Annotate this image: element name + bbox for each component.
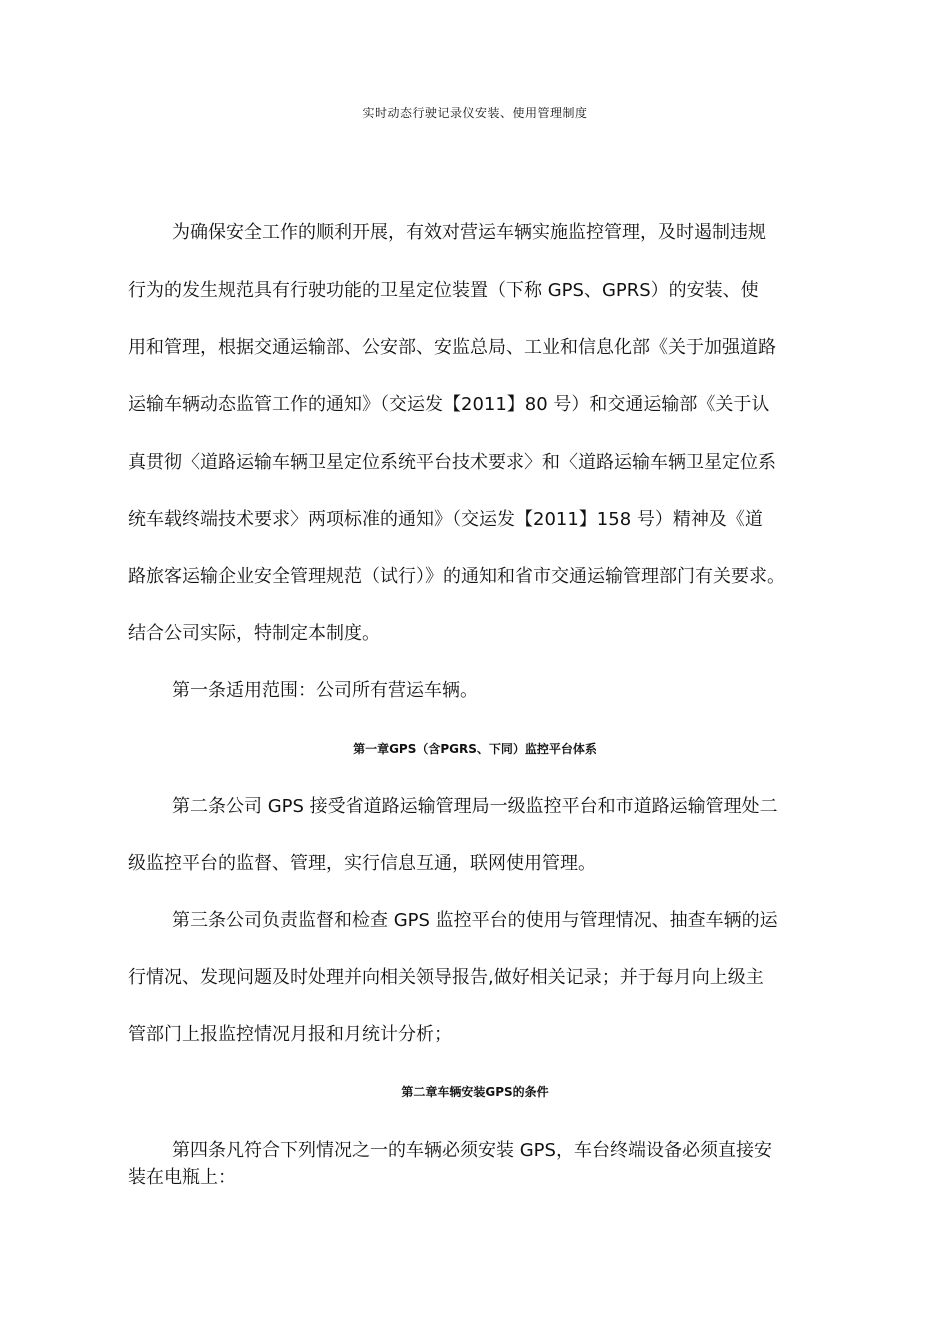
article-4-line-2: 装在电瓶上： [128, 1167, 236, 1188]
article-3-line-1: 第三条公司负责监督和检查 GPS 监控平台的使用与管理情况、抽查车辆的运 [172, 910, 778, 931]
intro-line-1: 为确保安全工作的顺利开展，有效对营运车辆实施监控管理，及时遏制违规 [172, 222, 766, 243]
article-1: 第一条适用范围：公司所有营运车辆。 [172, 680, 478, 701]
intro-line-3: 用和管理，根据交通运输部、公安部、安监总局、工业和信息化部《关于加强道路 [128, 337, 776, 358]
chapter-2-heading: 第二章车辆安装GPS的条件 [401, 1085, 549, 1099]
intro-line-7: 路旅客运输企业安全管理规范（试行）》的通知和省市交通运输管理部门有关要求。 [128, 566, 785, 587]
article-3-line-3: 管部门上报监控情况月报和月统计分析； [128, 1024, 452, 1045]
intro-line-2: 行为的发生规范具有行驶功能的卫星定位装置（下称 GPS、GPRS）的安装、使 [128, 280, 759, 301]
document-title: 实时动态行驶记录仪安装、使用管理制度 [362, 106, 588, 120]
article-2-line-1: 第二条公司 GPS 接受省道路运输管理局一级监控平台和市道路运输管理处二 [172, 796, 778, 817]
intro-line-6: 统车载终端技术要求〉两项标准的通知》（交运发【2011】158 号）精神及《道 [128, 509, 763, 530]
chapter-1-heading: 第一章GPS（含PGRS、下同）监控平台体系 [353, 742, 597, 756]
article-3-line-2: 行情况、发现问题及时处理并向相关领导报告,做好相关记录；并于每月向上级主 [128, 967, 764, 988]
intro-line-4: 运输车辆动态监管工作的通知》（交运发【2011】80 号）和交通运输部《关于认 [128, 394, 770, 415]
intro-line-8: 结合公司实际，特制定本制度。 [128, 623, 380, 644]
article-4-line-1: 第四条凡符合下列情况之一的车辆必须安装 GPS，车台终端设备必须直接安 [172, 1140, 772, 1161]
intro-line-5: 真贯彻〈道路运输车辆卫星定位系统平台技术要求〉和〈道路运输车辆卫星定位系 [128, 452, 776, 473]
article-2-line-2: 级监控平台的监督、管理，实行信息互通，联网使用管理。 [128, 853, 596, 874]
